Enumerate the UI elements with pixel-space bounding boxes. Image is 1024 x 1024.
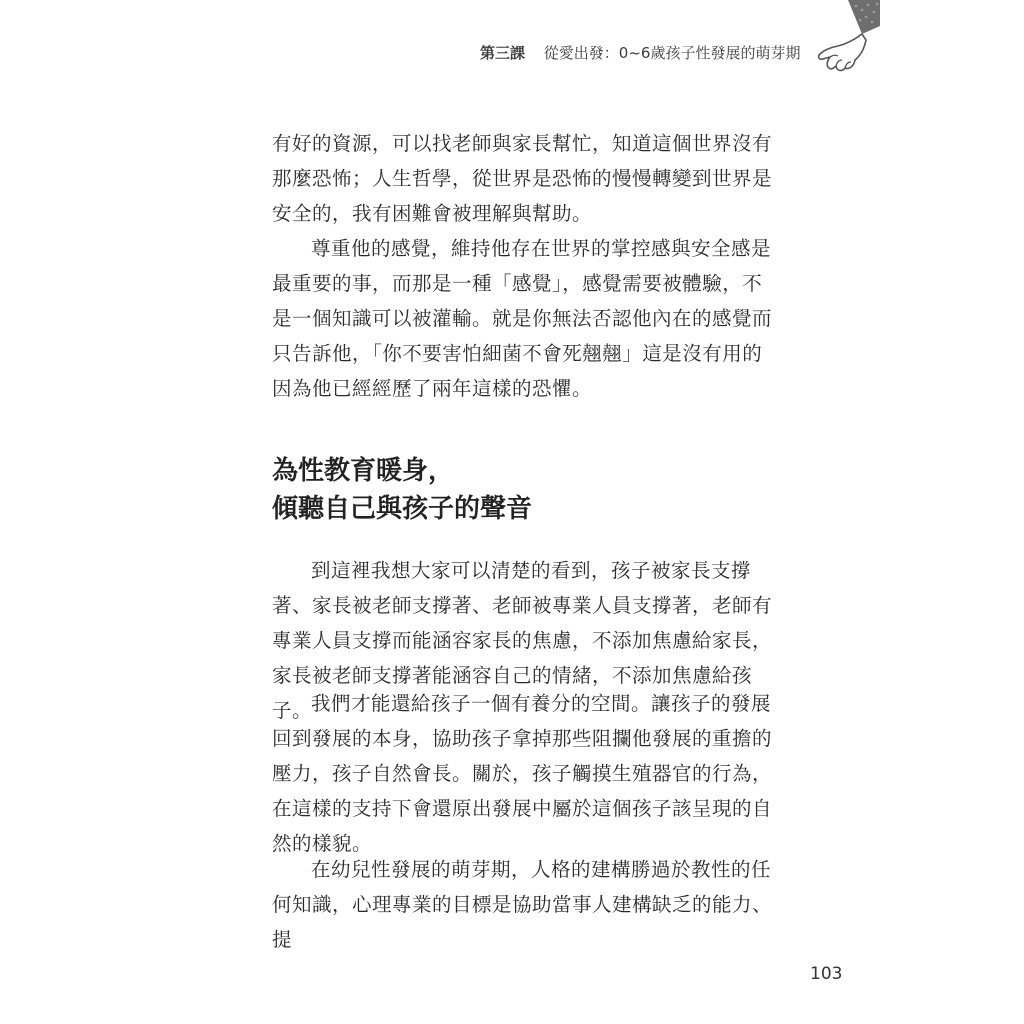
header-title: 從愛出發：0~6歲孩子性發展的萌芽期	[543, 44, 801, 62]
section-heading	[272, 452, 772, 528]
section-heading-line-2: 傾聽自己與孩子的聲音	[272, 494, 533, 524]
header-lesson: 第三課	[480, 44, 526, 62]
body-paragraph-3: 到這裡我想大家可以清楚的看到，孩子被家長支撐著、家長被老師支撐著、老師被專業人員支撐著，老師有專業人員支撐而能涵容家長的焦慮，不添加焦慮給家長，家長被老師支撐著能涵容自己的情緒，不添加焦慮給孩子。	[272, 559, 773, 722]
body-paragraph-2: 尊重他的感覺，維持他存在世界的掌控感與安全感是最重要的事，而那是一種「感覺」，感覺需要被體驗，不是一個知識可以被灌輸。就是你無法否認他內在的感覺而只告訴他，「你不要害怕細菌不會死翹翹」這是沒有用的因為他已經經歷了兩年這樣的恐懼。	[272, 237, 773, 400]
running-header	[480, 42, 810, 63]
hand-illustration-icon	[800, 0, 880, 80]
body-paragraph-4: 我們才能還給孩子一個有養分的空間。讓孩子的發展回到發展的本身，協助孩子拿掉那些阻攔他發展的重擔的壓力，孩子自然會長。關於，孩子觸摸生殖器官的行為，在這樣的支持下會還原出發展中屬於這個孩子該呈現的自然的樣貌。	[272, 692, 773, 855]
body-paragraph-1: 有好的資源，可以找老師與家長幫忙，知道這個世界沒有那麼恐怖；人生哲學，從世界是恐怖的慢慢轉變到世界是安全的，我有困難會被理解與幫助。	[272, 132, 773, 225]
body-paragraph-5: 在幼兒性發展的萌芽期，人格的建構勝過於教性的任何知識，心理專業的目標是協助當事人建構缺乏的能力、提	[272, 858, 773, 951]
section-heading-line-1: 為性教育暖身，	[272, 456, 455, 486]
page-number: 103	[810, 964, 843, 984]
